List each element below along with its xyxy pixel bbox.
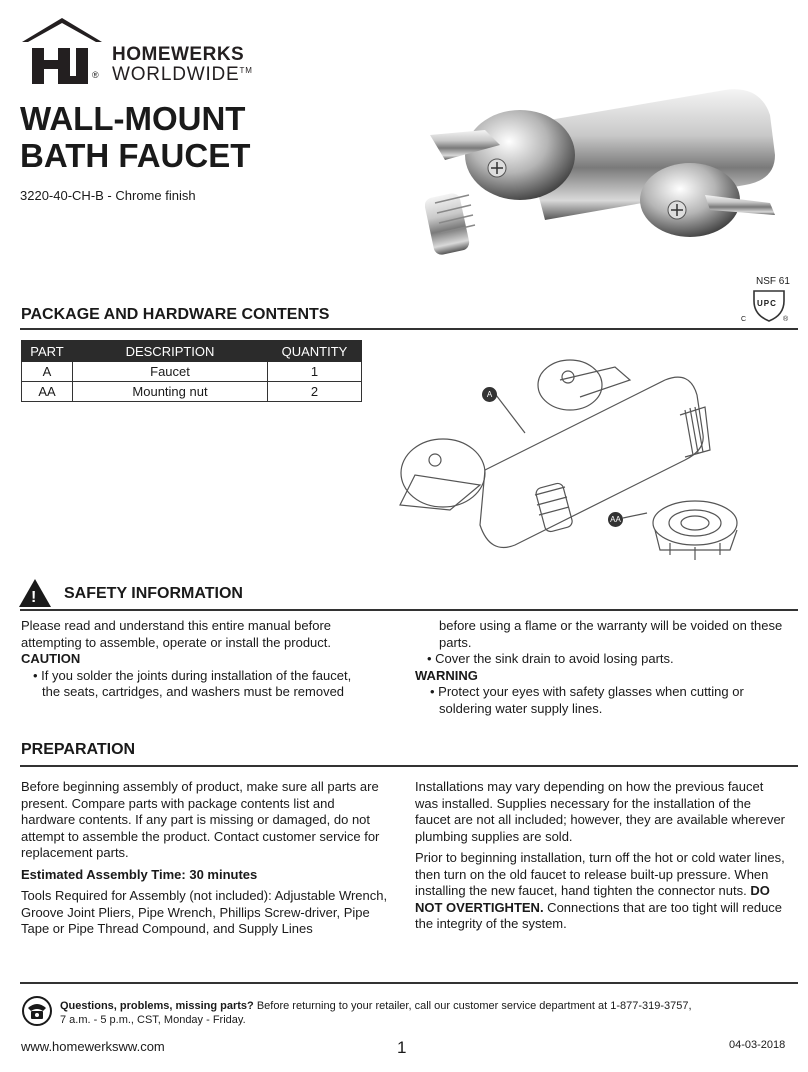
description-cell: Mounting nut — [73, 382, 268, 402]
support-notice: Questions, problems, missing parts? Before returning to your retailer, call our customer service department at 1-877-319-3757, 7 a.m. - 5 p.m., CST, Monday - Friday. — [60, 1000, 692, 1026]
logo-registered-mark: ® — [92, 70, 99, 80]
callout-aa: AA — [608, 512, 623, 527]
tools-required: Tools Required for Assembly (not included): Adjustable Wrench, Groove Joint Pliers, Pipe Wrench, Phillips Screw-driver, Pipe Tape or Pipe Thread Compound, and Supply Lines — [21, 888, 388, 936]
quantity-cell: 2 — [268, 382, 362, 402]
safety-heading: SAFETY INFORMATION — [64, 585, 243, 602]
shutoff-instructions: Prior to beginning installation, turn off the hot or cold water lines, then turn on the old faucet to release built-up pressure. When installing the new faucet, hand tighten the connector nuts. DO NOT OVERTIGHTEN. Connections that are too tight will reduce the integrity of the system. — [415, 850, 785, 931]
section-divider — [20, 609, 798, 611]
parts-table — [21, 340, 362, 402]
warning-bullet: • Protect your eyes with safety glasses when cutting or soldering water supply lines. — [430, 684, 744, 716]
description-cell: Faucet — [73, 362, 268, 382]
faucet-parts-diagram — [385, 355, 765, 570]
caution-continued: before using a flame or the warranty will be voided on these parts. — [439, 618, 783, 650]
contents-heading: PACKAGE AND HARDWARE CONTENTS — [21, 306, 330, 323]
section-divider — [20, 765, 798, 767]
assembly-time: Estimated Assembly Time: 30 minutes — [21, 866, 258, 882]
upc-mark: UPC — [757, 299, 777, 308]
preparation-left-column — [21, 779, 391, 938]
preparation-heading: PREPARATION — [21, 741, 136, 758]
safety-intro: Please read and understand this entire manual before attempting to assemble, operate or install the product. — [21, 618, 332, 650]
page-number: 1 — [397, 1038, 407, 1057]
footer-divider — [20, 982, 798, 984]
section-divider — [20, 328, 798, 330]
brand-name-line2: WORLDWIDE™ — [112, 64, 253, 85]
model-number: 3220-40-CH-B - Chrome finish — [20, 188, 196, 203]
part-cell: A — [22, 362, 73, 382]
column-header: DESCRIPTION — [73, 341, 268, 362]
drain-bullet: • Cover the sink drain to avoid losing parts. — [427, 651, 674, 666]
page-title: WALL-MOUNT BATH FAUCET — [20, 100, 251, 174]
preparation-intro: Before beginning assembly of product, make sure all parts are present. Compare parts with package contents list and hardware contents. If any part is missing or damaged, do not attempt to assemble the product. Contact customer service for replacement parts. — [21, 779, 380, 860]
preparation-right-column — [415, 779, 785, 933]
callout-a: A — [482, 387, 497, 402]
table-header-row — [22, 341, 362, 362]
faucet-product-photo — [425, 85, 785, 270]
table-row — [22, 382, 362, 402]
website-link[interactable]: www.homewerksww.com — [21, 1039, 165, 1054]
warning-label: WARNING — [415, 667, 478, 683]
table-row — [22, 362, 362, 382]
caution-bullet: • If you solder the joints during installation of the faucet, the seats, cartridges, and washers must be removed — [33, 667, 352, 699]
caution-label: CAUTION — [21, 651, 81, 666]
revision-date: 04-03-2018 — [729, 1039, 786, 1051]
installation-note: Installations may vary depending on how the previous faucet was installed. Supplies necessary for the installation of the faucet are not all included; however, they are available wherever plumbing supplies are sold. — [415, 779, 785, 844]
warning-exclamation: ! — [31, 589, 37, 606]
cert-r-mark: ® — [783, 316, 789, 323]
quantity-cell: 1 — [268, 362, 362, 382]
safety-right-column — [415, 618, 785, 717]
part-cell: AA — [22, 382, 73, 402]
column-header: PART — [22, 341, 73, 362]
cert-c-mark: C — [741, 316, 747, 323]
telephone-icon — [22, 996, 52, 1026]
nsf-61-mark: NSF 61 — [756, 276, 790, 287]
brand-name-line1: HOMEWERKS — [112, 44, 245, 65]
safety-left-column — [21, 618, 371, 701]
column-header: QUANTITY — [268, 341, 362, 362]
